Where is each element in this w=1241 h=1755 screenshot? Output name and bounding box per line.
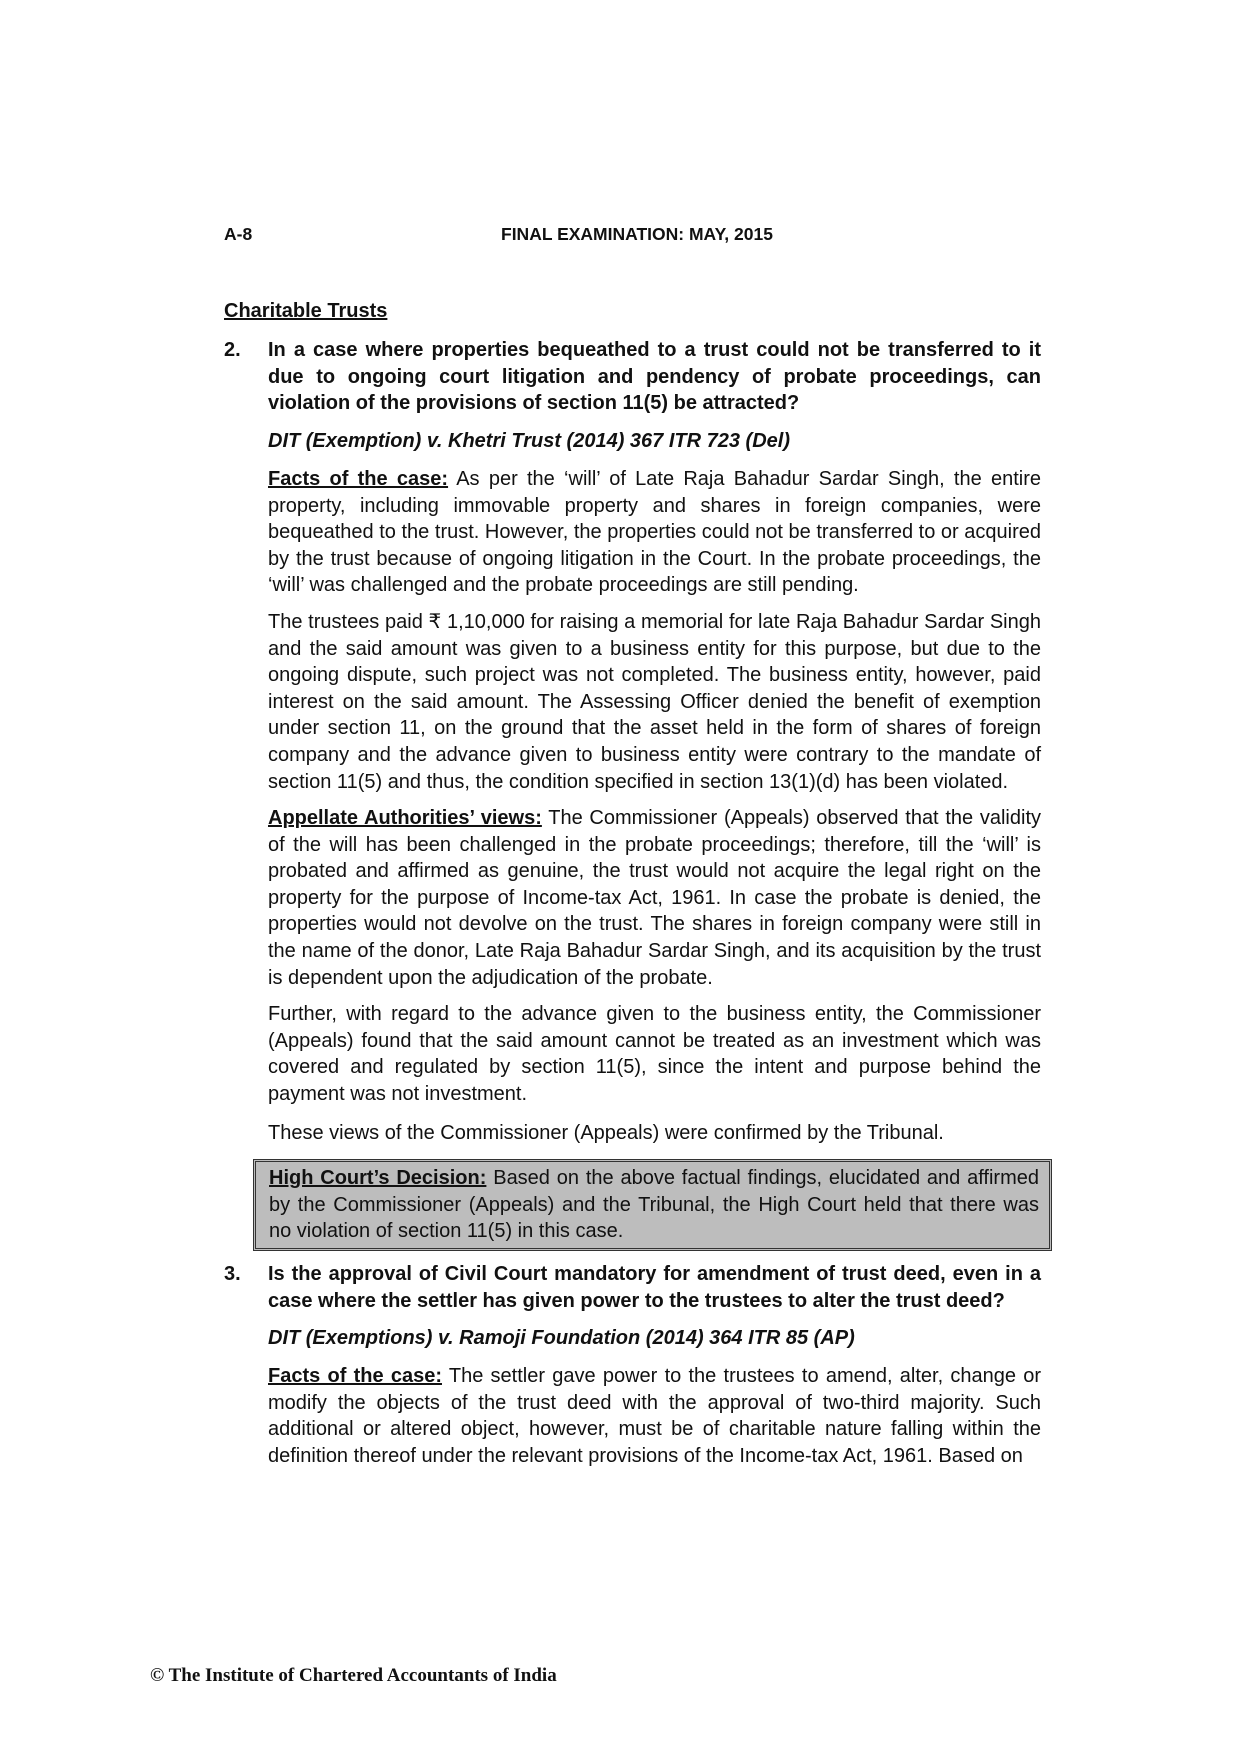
facts-text: The settler gave power to the trustees to amend, alter, change or modify the objects of the trust deed with the approval of two-third majority. Such additional or altered object, however, must be of charitable nature falling within the definition thereof under the relevant provisions of the Income-tax Act, 1961. Based on xyxy=(268,1365,1041,1467)
facts-text: As per the ‘will’ of Late Raja Bahadur Sardar Singh, the entire property, including immovable property and shares in foreign companies, were bequeathed to the trust. However, the properties could not be transferred to or acquired by the trust because of ongoing litigation in the Court. In the probate proceedings, the ‘will’ was challenged and the probate proceedings are still pending. xyxy=(268,468,1041,597)
page-number: A-8 xyxy=(224,224,253,244)
case-citation: DIT (Exemptions) v. Ramoji Foundation (2014) 364 ITR 85 (AP) xyxy=(268,1327,855,1349)
hc-label: High Court’s Decision: xyxy=(269,1167,487,1189)
high-court-decision-box xyxy=(253,1159,1052,1251)
question-number: 3. xyxy=(224,1263,241,1285)
facts-paragraph xyxy=(268,1363,1041,1469)
paragraph-tribunal: These views of the Commissioner (Appeals) were confirmed by the Tribunal. xyxy=(268,1122,944,1144)
facts-label: Facts of the case: xyxy=(268,468,449,490)
paragraph-advance: Further, with regard to the advance given to the business entity, the Commissioner (Appeals) found that the said amount cannot be treated as an investment which was covered and regulated by section 11(5), since the intent and purpose behind the payment was not investment. xyxy=(268,1003,1041,1105)
appellate-paragraph xyxy=(268,805,1041,991)
question-3 xyxy=(224,1261,1041,1314)
question-number: 2. xyxy=(224,339,241,361)
question-text: Is the approval of Civil Court mandatory for amendment of trust deed, even in a case where the settler has given power to the trustees to alter the trust deed? xyxy=(268,1263,1041,1312)
appellate-text: The Commissioner (Appeals) observed that the validity of the will has been challenged in the probate proceedings; therefore, till the ‘will’ is probated and affirmed as genuine, the trust would not acquire the legal right on the property for the purpose of Income-tax Act, 1961. In case the probate is denied, the properties would not devolve on the trust. The shares in foreign company were still in the name of the donor, Late Raja Bahadur Sardar Singh, and its acquisition by the trust is dependent upon the adjudication of the probate. xyxy=(268,807,1041,989)
page-header xyxy=(224,224,1041,246)
copyright-footer: © The Institute of Chartered Accountants of India xyxy=(150,1665,557,1686)
case-citation: DIT (Exemption) v. Khetri Trust (2014) 367 ITR 723 (Del) xyxy=(268,430,790,452)
section-heading: Charitable Trusts xyxy=(224,300,388,322)
appellate-label: Appellate Authorities’ views: xyxy=(268,807,542,829)
question-2 xyxy=(224,337,1041,417)
facts-label: Facts of the case: xyxy=(268,1365,442,1387)
hc-text: Based on the above factual findings, elucidated and affirmed by the Commissioner (Appeals) and the Tribunal, the High Court held that there was no violation of section 11(5) in this case. xyxy=(269,1167,1039,1243)
question-text: In a case where properties bequeathed to a trust could not be transferred to it due to ongoing court litigation and pendency of probate proceedings, can violation of the provisions of section 11(5) be attracted? xyxy=(268,339,1041,414)
exam-title: FINAL EXAMINATION: MAY, 2015 xyxy=(501,224,773,244)
paragraph-payment: The trustees paid ₹ 1,10,000 for raising a memorial for late Raja Bahadur Sardar Singh and the said amount was given to a business entity for this purpose, but due to the ongoing dispute, such project was not completed. The business entity, however, paid interest on the said amount. The Assessing Officer denied the benefit of exemption under section 11, on the ground that the asset held in the form of shares of foreign company and the advance given to business entity were contrary to the mandate of section 11(5) and thus, the condition specified in section 13(1)(d) has been violated. xyxy=(268,611,1041,793)
hc-paragraph xyxy=(269,1165,1039,1245)
facts-paragraph xyxy=(268,466,1041,599)
